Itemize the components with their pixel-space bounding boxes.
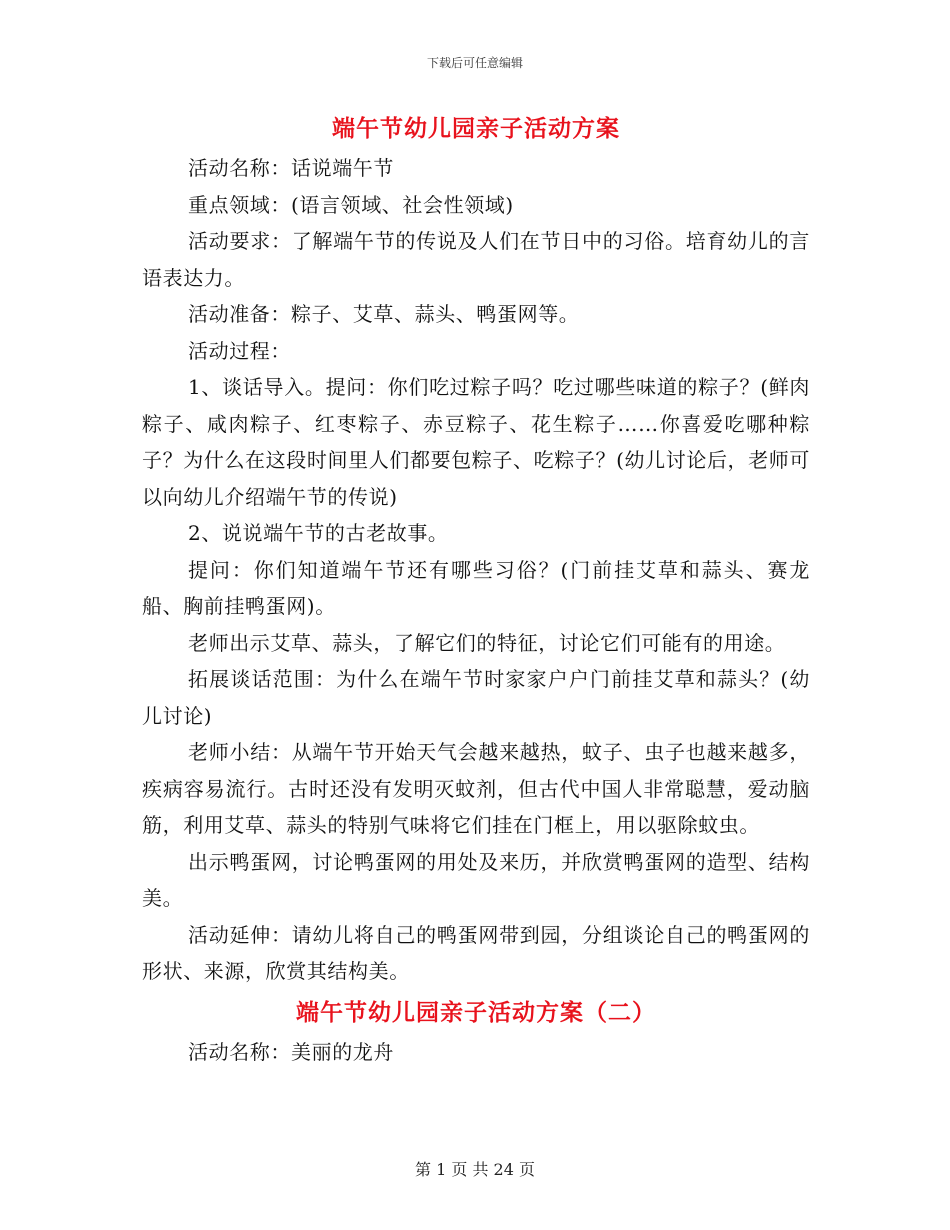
paragraph-egg-net: 出示鸭蛋网，讨论鸭蛋网的用处及来历，并欣赏鸭蛋网的造型、结构美。 (142, 849, 810, 910)
page-footer: 第 1 页 共 24 页 (415, 1160, 535, 1179)
document-title: 端午节幼儿园亲子活动方案 (332, 115, 620, 142)
section-title-2: 端午节幼儿园亲子活动方案（二） (296, 998, 656, 1026)
paragraph-teacher-summary: 老师小结：从端午节开始天气会越来越热，蚊子、虫子也越来越多，疾病容易流行。古时还没有发明灭蚊剂，但古代中国人非常聪慧，爱动脑筋，利用艾草、蒜头的特别气味将它们挂在门框上，用以驱除蚊虫。 (142, 740, 810, 837)
paragraph-requirements: 活动要求：了解端午节的传说及人们在节日中的习俗。培育幼儿的言语表达力。 (142, 229, 810, 290)
page-header: 下载后可任意编辑 (426, 56, 523, 70)
paragraph-preparation: 活动准备：粽子、艾草、蒜头、鸭蛋网等。 (188, 302, 580, 326)
document-body (142, 108, 810, 1070)
paragraph-step-1: 1、谈话导入。提问：你们吃过粽子吗？吃过哪些味道的粽子？(鲜肉粽子、咸肉粽子、红枣粽子、赤豆粽子、花生粽子……你喜爱吃哪种粽子？为什么在这段时间里人们都要包粽子、吃粽子？(幼儿讨论后，老师可以向幼儿介绍端午节的传说) (142, 375, 810, 509)
paragraph-focus-area: 重点领域：(语言领域、社会性领域) (188, 192, 514, 217)
paragraph-question-customs: 提问：你们知道端午节还有哪些习俗？(门前挂艾草和蒜头、赛龙船、胸前挂鸭蛋网)。 (142, 557, 810, 618)
paragraph-process-heading: 活动过程： (188, 338, 291, 363)
paragraph-activity-name-2: 活动名称：美丽的龙舟 (188, 1039, 394, 1064)
paragraph-extension: 活动延伸：请幼儿将自己的鸭蛋网带到园，分组谈论自己的鸭蛋网的形状、来源，欣赏其结构美。 (142, 922, 810, 983)
paragraph-extended-talk: 拓展谈话范围：为什么在端午节时家家户户门前挂艾草和蒜头？(幼儿讨论) (142, 667, 810, 728)
paragraph-activity-name: 活动名称：话说端午节 (188, 156, 394, 180)
paragraph-teacher-shows: 老师出示艾草、蒜头，了解它们的特征，讨论它们可能有的用途。 (188, 630, 786, 655)
paragraph-step-2: 2、说说端午节的古老故事。 (188, 521, 449, 545)
